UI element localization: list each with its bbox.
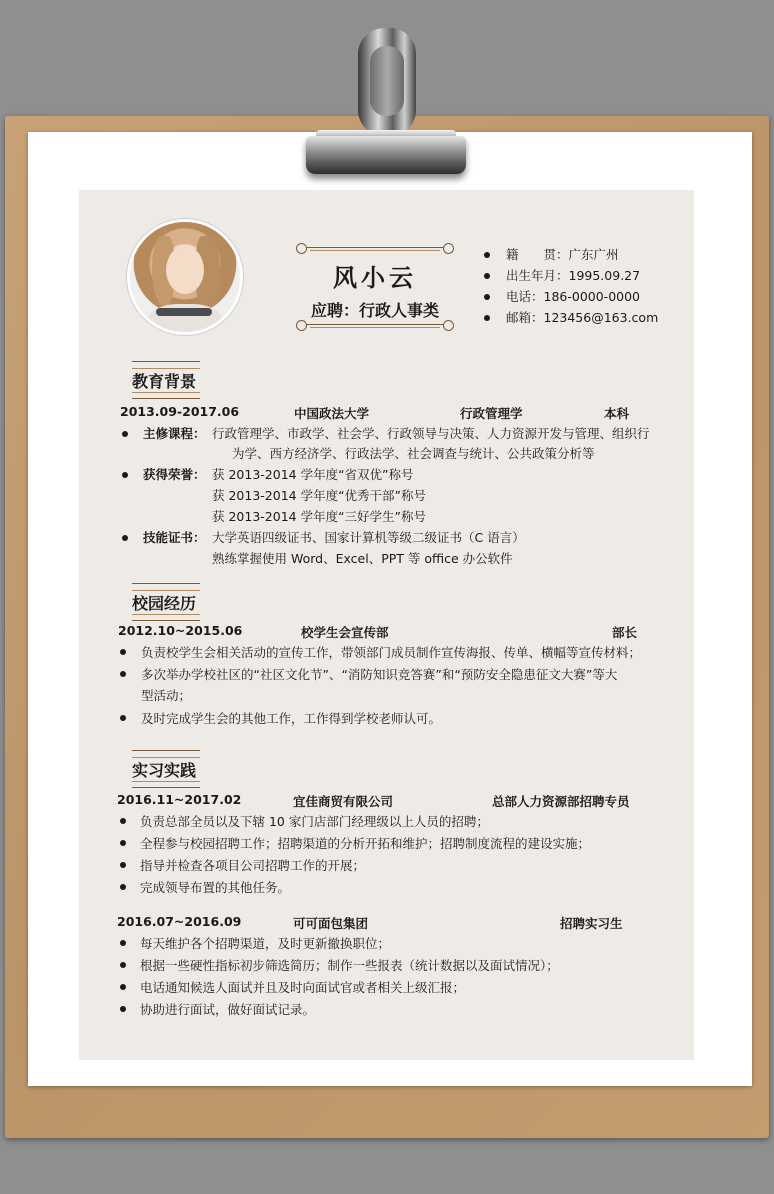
bullet-dot — [120, 818, 126, 824]
courses-line-1: 行政管理学、市政学、社会学、行政领导与决策、人力资源开发与管理、组织行 — [212, 426, 650, 441]
bullet-dot — [120, 1006, 126, 1012]
job-item: 完成领导布置的其他任务。 — [140, 880, 291, 895]
job-item: 根据一些硬性指标初步筛选简历；制作一些报表（统计数据以及面试情况）； — [140, 958, 559, 973]
job-period: 2016.07~2016.09 — [117, 914, 242, 929]
applied-position: 应聘：行政人事类 — [310, 301, 439, 320]
binder-clip-icon — [292, 22, 478, 182]
job-company: 宜佳商贸有限公司 — [293, 794, 394, 809]
campus-period: 2012.10~2015.06 — [118, 623, 243, 638]
bullet-dot — [120, 840, 126, 846]
bullet-dot — [120, 984, 126, 990]
bullet-dot — [120, 884, 126, 890]
section-title-internship: 实习实践 — [132, 758, 196, 781]
skills-label: 技能证书： — [143, 530, 206, 545]
job-item: 电话通知候选人面试并且及时向面试官或者相关上级汇报； — [140, 980, 466, 995]
section-title-education: 教育背景 — [132, 369, 196, 392]
job-role: 招聘实习生 — [560, 916, 623, 931]
bullet-dot — [120, 862, 126, 868]
info-phone: 电话：186-0000-0000 — [484, 286, 658, 307]
job-period: 2016.11~2017.02 — [117, 792, 242, 807]
skill-item: 熟练掌握使用 Word、Excel、PPT 等 office 办公软件 — [212, 551, 513, 566]
avatar — [130, 222, 240, 332]
bullet-dot — [120, 671, 126, 677]
honor-item: 获 2013-2014 学年度“优秀干部”称号 — [212, 488, 427, 503]
bullet-dot — [120, 962, 126, 968]
campus-header-row — [118, 623, 638, 639]
skill-item: 大学英语四级证书、国家计算机等级二级证书（C 语言） — [212, 530, 525, 545]
bullet-dot — [122, 535, 128, 541]
job-header-row — [117, 792, 637, 808]
honor-item: 获 2013-2014 学年度“省双优”称号 — [212, 467, 414, 482]
section-title-campus: 校园经历 — [132, 591, 196, 614]
bullet-dot — [120, 649, 126, 655]
honor-item: 获 2013-2014 学年度“三好学生”称号 — [212, 509, 427, 524]
info-hometown: 籍 贯：广东广州 — [484, 244, 658, 265]
job-company: 可可面包集团 — [293, 916, 369, 931]
campus-item-continued: 型活动； — [141, 688, 192, 703]
bullet-dot — [120, 940, 126, 946]
job-role: 总部人力资源部招聘专员 — [492, 794, 630, 809]
job-item: 全程参与校园招聘工作；招聘渠道的分析开拓和维护；招聘制度流程的建设实施； — [140, 836, 591, 851]
info-birthdate: 出生年月：1995.09.27 — [484, 265, 658, 286]
courses-label: 主修课程： — [143, 426, 206, 441]
campus-role: 部长 — [612, 625, 638, 640]
ornament-divider-top — [296, 243, 454, 253]
courses-line-2: 为学、西方经济学、行政法学、社会调查与统计、公共政策分析等 — [232, 446, 595, 461]
education-header-row — [120, 404, 640, 420]
bullet-dot — [122, 431, 128, 437]
campus-org: 校学生会宣传部 — [301, 625, 389, 640]
job-item: 每天维护各个招聘渠道，及时更新撤换职位； — [140, 936, 391, 951]
job-header-row — [117, 914, 637, 930]
education-major: 行政管理学 — [460, 406, 523, 421]
candidate-name: 风小云 — [333, 263, 417, 292]
education-period: 2013.09-2017.06 — [120, 404, 240, 419]
honors-label: 获得荣誉： — [143, 467, 206, 482]
campus-item: 负责校学生会相关活动的宣传工作，带领部门成员制作宣传海报、传单、横幅等宣传材料； — [141, 645, 642, 660]
education-degree: 本科 — [604, 406, 630, 421]
info-email: 邮箱：123456@163.com — [484, 307, 658, 328]
campus-item: 及时完成学生会的其他工作，工作得到学校老师认可。 — [141, 711, 442, 726]
ornament-divider-bottom — [296, 320, 454, 330]
personal-info-list — [484, 244, 658, 328]
bullet-dot — [122, 472, 128, 478]
job-item: 协助进行面试，做好面试记录。 — [140, 1002, 316, 1017]
bullet-dot — [120, 715, 126, 721]
education-school: 中国政法大学 — [294, 406, 370, 421]
job-item: 负责总部全员以及下辖 10 家门店部门经理级以上人员的招聘； — [140, 814, 489, 829]
campus-item: 多次举办学校社区的“社区文化节”、“消防知识竞答赛”和“预防安全隐患征文大赛”等大 — [141, 667, 618, 682]
job-item: 指导并检查各项目公司招聘工作的开展； — [140, 858, 366, 873]
